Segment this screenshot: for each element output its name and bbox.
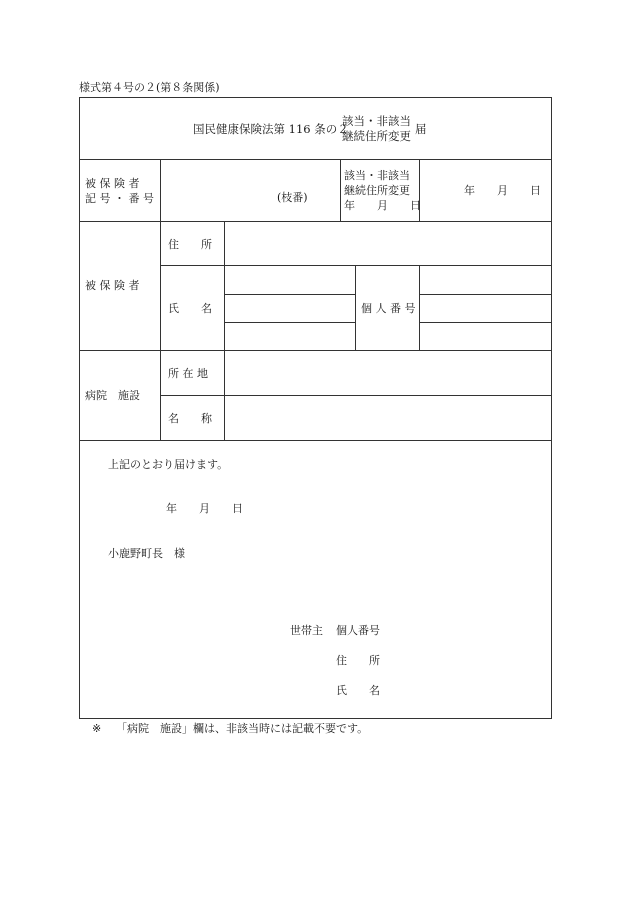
date-type-line1: 該当・非該当 — [344, 169, 410, 182]
row-divider — [79, 221, 552, 222]
insured-id-label-line1: 被 保 険 者 — [85, 177, 140, 190]
householder-address-label: 住 所 — [336, 654, 380, 667]
title-option-bottom: 継続住所変更 — [342, 129, 411, 143]
insured-personal-number-label: 個 人 番 号 — [361, 302, 416, 315]
title-suffix: 届 — [415, 122, 427, 136]
householder-name-label: 氏 名 — [336, 684, 380, 697]
insured-address-label: 住 所 — [168, 238, 212, 251]
row-divider — [79, 440, 552, 441]
row-divider — [224, 294, 355, 295]
table-border-bottom — [79, 718, 552, 719]
insured-person-section-label: 被 保 険 者 — [85, 279, 140, 292]
branch-number-label: (枝番) — [277, 191, 308, 204]
footnote-mark: ※ — [92, 722, 102, 735]
table-border-left — [79, 97, 80, 719]
title-option-top: 該当・非該当 — [342, 114, 411, 128]
hospital-location-label: 所 在 地 — [168, 367, 208, 380]
hospital-name-label: 名 称 — [168, 412, 212, 425]
insured-id-label-line2: 記 号 ・ 番 号 — [85, 192, 154, 205]
column-divider — [355, 265, 356, 350]
column-divider — [419, 265, 420, 350]
row-divider — [160, 395, 552, 396]
row-divider — [160, 265, 552, 266]
declaration-statement: 上記のとおり届けます。 — [108, 458, 229, 471]
row-divider — [419, 294, 552, 295]
date-type-line3: 年 月 日 — [344, 199, 421, 212]
declaration-date: 年 月 日 — [166, 502, 243, 515]
row-divider — [79, 159, 552, 160]
row-divider — [419, 322, 552, 323]
date-value-field[interactable]: 年 月 日 — [464, 184, 541, 197]
table-border-top — [79, 97, 552, 98]
column-divider — [340, 159, 341, 221]
addressee: 小鹿野町長 様 — [108, 547, 185, 560]
column-divider — [160, 159, 161, 440]
column-divider — [224, 221, 225, 440]
householder-personal-number-label: 個人番号 — [336, 624, 380, 637]
title-prefix: 国民健康保険法第 116 条の２ — [193, 122, 349, 136]
footnote-text: 「病院 施設」欄は、非該当時には記載不要です。 — [116, 722, 369, 735]
form-label: 様式第４号の２(第８条関係) — [79, 81, 220, 94]
table-border-right — [551, 97, 552, 719]
row-divider — [224, 322, 355, 323]
row-divider — [79, 350, 552, 351]
hospital-section-label: 病院 施設 — [85, 389, 140, 402]
householder-label: 世帯主 — [290, 624, 323, 637]
date-type-line2: 継続住所変更 — [344, 184, 410, 197]
insured-name-label: 氏 名 — [168, 302, 212, 315]
